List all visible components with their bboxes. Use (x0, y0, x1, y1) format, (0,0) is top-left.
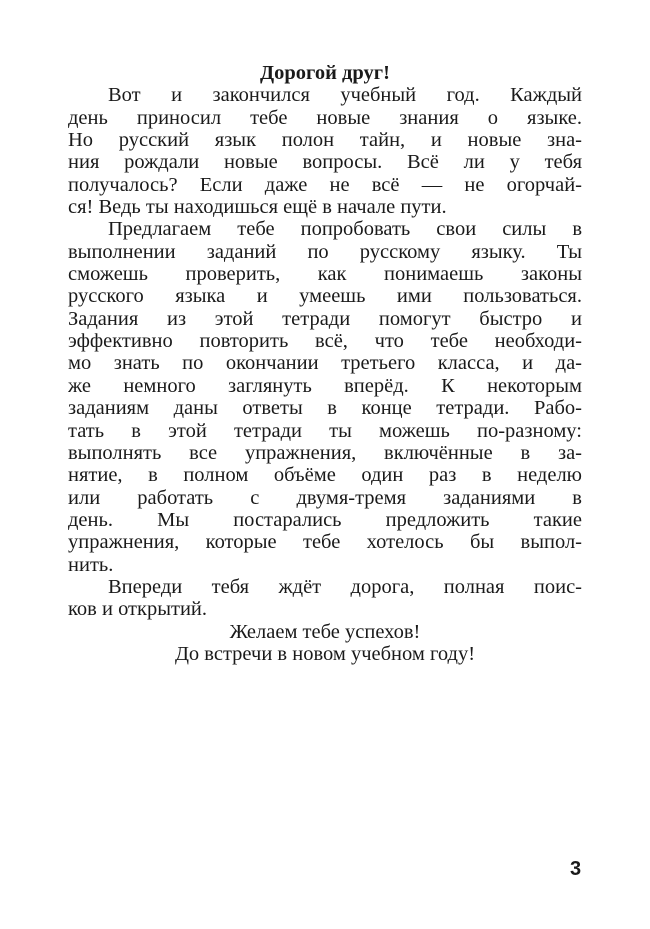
paragraph-3 (68, 576, 582, 621)
text-line: тать в этой тетради ты можешь по-разному: (68, 419, 582, 442)
text-line: Но русский язык полон тайн, и новые зна- (68, 129, 582, 152)
text-line: сможешь проверить, как понимаешь законы (68, 263, 582, 286)
text-line: Задания из этой тетради помогут быстро и (68, 307, 582, 330)
text-line: ся! Ведь ты находишься ещё в начале пути. (68, 196, 447, 219)
text-line: нить. (68, 553, 114, 576)
text-line: эффективно повторить всё, что тебе необходи- (68, 330, 582, 353)
closing-wish: Желаем тебе успехов! (229, 620, 421, 643)
text-line: Впереди тебя ждёт дорога, полная поис- (108, 575, 582, 598)
text-line: ния рождали новые вопросы. Всё ли у тебя (68, 151, 582, 174)
paragraph-2 (68, 218, 582, 576)
text-line: заданиям даны ответы в конце тетради. Рабо- (68, 397, 582, 420)
text-line: выполнять все упражнения, включённые в за- (68, 441, 582, 464)
paragraph-1 (68, 84, 582, 218)
text-line: упражнения, которые тебе хотелось бы выпол- (68, 531, 582, 554)
text-line: ков и открытий. (68, 598, 208, 621)
text-line: Предлагаем тебе попробовать свои силы в (108, 218, 582, 241)
text-line: день. Мы постарались предложить такие (68, 508, 582, 531)
text-line: или работать с двумя-тремя заданиями в (68, 486, 582, 509)
letter-title: Дорогой друг! (260, 62, 390, 84)
closing-farewell: До встречи в новом учебном году! (174, 642, 476, 665)
text-line: мо знать по окончании третьего класса, и да- (68, 352, 582, 375)
letter (68, 62, 582, 665)
text-line: Вот и закончился учебный год. Каждый (108, 84, 582, 107)
text-line: нятие, в полном объёме один раз в неделю (68, 464, 582, 487)
text-line: русского языка и умеешь ими пользоваться. (68, 285, 582, 308)
page-number: 3 (570, 858, 582, 880)
text-line: выполнении заданий по русскому языку. Ты (68, 240, 582, 263)
text-line: получалось? Если даже не всё — не огорчай- (68, 173, 582, 196)
text-line: же немного заглянуть вперёд. К некоторым (68, 374, 582, 397)
text-line: день приносил тебе новые знания о языке. (68, 106, 582, 129)
